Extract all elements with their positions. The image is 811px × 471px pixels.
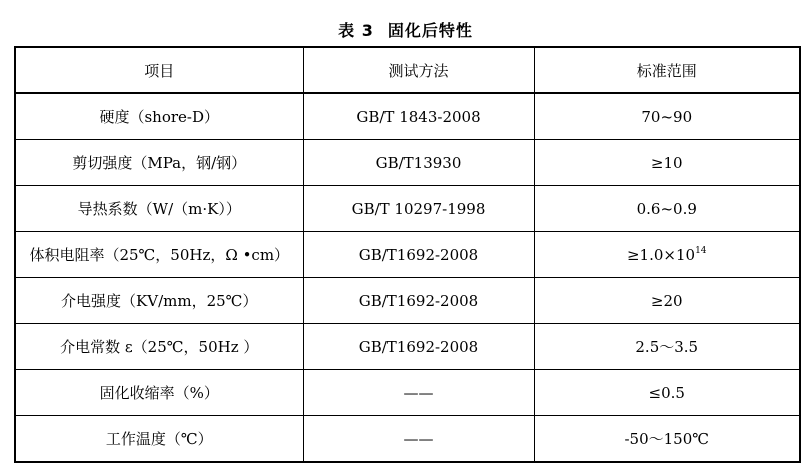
table-row — [15, 324, 800, 370]
table-row — [15, 232, 800, 278]
cell-item: 介电常数 ε（25℃，50Hz ） — [15, 324, 303, 370]
table-number: 表 3 — [338, 21, 374, 40]
range-value: ≤0.5 — [648, 383, 685, 402]
table-row — [15, 140, 800, 186]
header-item: 项目 — [15, 47, 303, 93]
cell-range — [534, 186, 800, 232]
cell-range — [534, 416, 800, 463]
range-value: 70~90 — [641, 107, 693, 126]
table-row — [15, 186, 800, 232]
cell-method: GB/T1692-2008 — [303, 232, 534, 278]
cell-method: GB/T 1843-2008 — [303, 93, 534, 140]
table-caption — [0, 20, 811, 42]
cell-method: GB/T1692-2008 — [303, 324, 534, 370]
range-value: 2.5～3.5 — [635, 338, 699, 356]
cell-method: GB/T1692-2008 — [303, 278, 534, 324]
header-standard-range: 标准范围 — [534, 47, 800, 93]
table-row — [15, 278, 800, 324]
cell-method: GB/T 10297-1998 — [303, 186, 534, 232]
cell-range — [534, 232, 800, 278]
cell-range — [534, 324, 800, 370]
cell-range — [534, 278, 800, 324]
range-value: ≥1.0×10 — [626, 245, 696, 264]
cell-item: 导热系数（W/（m·K）） — [15, 186, 303, 232]
cell-item: 工作温度（℃） — [15, 416, 303, 463]
cell-item: 剪切强度（MPa，钢/钢） — [15, 140, 303, 186]
table-title: 固化后特性 — [387, 21, 473, 40]
cell-range — [534, 93, 800, 140]
properties-table — [14, 46, 801, 463]
range-value: -50～150℃ — [624, 430, 710, 448]
range-exponent: 14 — [695, 245, 707, 256]
cell-item: 体积电阻率（25℃，50Hz，Ω •cm） — [15, 232, 303, 278]
cell-method: —— — [303, 416, 534, 463]
table-row — [15, 416, 800, 463]
cell-range — [534, 370, 800, 416]
range-value: ≥10 — [650, 153, 683, 172]
range-value: ≥20 — [650, 291, 683, 310]
cell-method: GB/T13930 — [303, 140, 534, 186]
range-value: 0.6~0.9 — [636, 199, 697, 218]
cell-item: 固化收缩率（%） — [15, 370, 303, 416]
cell-range — [534, 140, 800, 186]
cell-method: —— — [303, 370, 534, 416]
table-row — [15, 370, 800, 416]
table-row — [15, 93, 800, 140]
cell-item: 介电强度（KV/mm，25℃） — [15, 278, 303, 324]
header-test-method: 测试方法 — [303, 47, 534, 93]
header-row — [15, 47, 800, 93]
cell-item: 硬度（shore-D） — [15, 93, 303, 140]
